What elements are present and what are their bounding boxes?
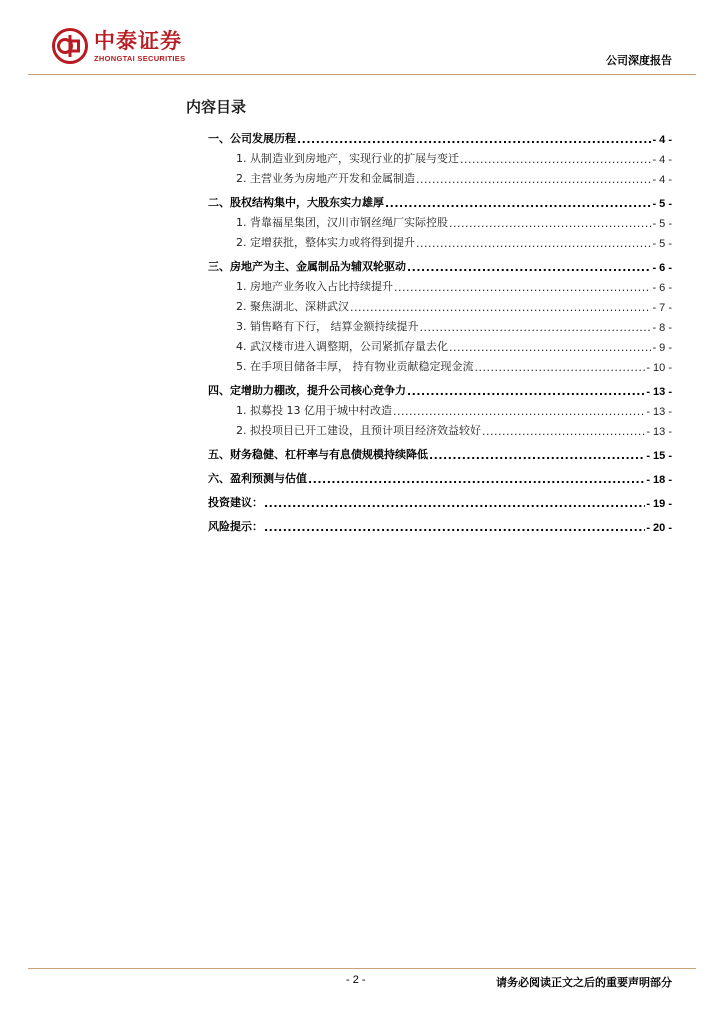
toc-leader-dots [393, 405, 645, 418]
toc-leader-dots [264, 521, 645, 534]
toc-leader-dots [350, 301, 651, 314]
toc-title: 内容目录 [186, 98, 247, 116]
toc-page-number: - 6 - [652, 282, 672, 294]
toc-entry-text: 三、房地产为主、金属制品为辅双轮驱动 [208, 260, 406, 273]
toc-leader-dots [482, 425, 645, 438]
toc-entry-text: 2. 拟投项目已开工建设，且预计项目经济效益较好 [236, 424, 481, 437]
toc-page-number: - 8 - [652, 322, 672, 334]
toc-page-number: - 10 - [646, 362, 672, 374]
toc-leader-dots [394, 281, 651, 294]
toc-page-number: - 13 - [646, 386, 672, 398]
toc-page-number: - 5 - [652, 218, 672, 230]
toc-entry-2-2[interactable] [236, 234, 672, 250]
toc-entry-text: 一、公司发展历程 [208, 132, 296, 145]
toc-entry-text: 4. 武汉楼市进入调整期，公司紧抓存量去化 [236, 340, 448, 353]
footer-divider [28, 968, 696, 969]
toc-entry-3-4[interactable] [236, 338, 672, 354]
toc-entry-text: 六、盈利预测与估值 [208, 472, 307, 485]
toc-entry-text: 5. 在手项目储备丰厚， 持有物业贡献稳定现金流 [236, 360, 474, 373]
toc-entry-section-6[interactable] [208, 470, 672, 486]
page-number: - 2 - [346, 974, 366, 986]
toc-page-number: - 4 - [652, 134, 672, 146]
toc-leader-dots [429, 449, 645, 462]
toc-leader-dots [449, 217, 651, 230]
toc-page-number: - 7 - [652, 302, 672, 314]
toc-leader-dots [385, 197, 651, 210]
logo-english-name: ZHONGTAI SECURITIES [94, 53, 186, 63]
toc-entry-text: 五、财务稳健、杠杆率与有息债规模持续降低 [208, 448, 428, 461]
toc-entry-text: 3. 销售略有下行， 结算金额持续提升 [236, 320, 419, 333]
logo-chinese-name: 中泰证券 [94, 28, 182, 53]
header-divider [28, 74, 696, 75]
footer-disclaimer: 请务必阅读正文之后的重要声明部分 [496, 976, 672, 989]
toc-entry-text: 1. 从制造业到房地产，实现行业的扩展与变迁 [236, 152, 459, 165]
toc-leader-dots [297, 133, 651, 146]
company-logo [52, 28, 185, 64]
toc-page-number: - 4 - [652, 174, 672, 186]
toc-entry-section-4[interactable] [208, 382, 672, 398]
toc-leader-dots [449, 341, 651, 354]
toc-page-number: - 18 - [646, 474, 672, 486]
toc-page-number: - 5 - [652, 238, 672, 250]
toc-page-number: - 4 - [652, 154, 672, 166]
toc-leader-dots [416, 173, 651, 186]
toc-entry-1-2[interactable] [236, 170, 672, 186]
toc-page-number: - 20 - [646, 522, 672, 534]
toc-page-number: - 15 - [646, 450, 672, 462]
toc-entry-text: 2. 定增获批，整体实力或将得到提升 [236, 236, 415, 249]
toc-entry-4-1[interactable] [236, 402, 672, 418]
toc-page-number: - 13 - [646, 426, 672, 438]
toc-entry-section-5[interactable] [208, 446, 672, 462]
toc-leader-dots [416, 237, 651, 250]
toc-leader-dots [407, 261, 651, 274]
toc-leader-dots [460, 153, 651, 166]
toc-page-number: - 19 - [646, 498, 672, 510]
toc-entry-text: 1. 拟募投 13 亿用于城中村改造 [236, 404, 392, 417]
toc-entry-text: 四、定增助力棚改，提升公司核心竞争力 [208, 384, 406, 397]
toc-page-number: - 9 - [652, 342, 672, 354]
toc-entry-text: 投资建议： [208, 496, 263, 509]
toc-entry-section-2[interactable] [208, 194, 672, 210]
toc-leader-dots [407, 385, 645, 398]
toc-entry-section-3[interactable] [208, 258, 672, 274]
toc-entry-1-1[interactable] [236, 150, 672, 166]
toc-entry-2-1[interactable] [236, 214, 672, 230]
toc-entry-text: 1. 背靠福星集团，汉川市钢丝绳厂实际控股 [236, 216, 448, 229]
toc-entry-text: 1. 房地产业务收入占比持续提升 [236, 280, 393, 293]
toc-entry-3-3[interactable] [236, 318, 672, 334]
toc-leader-dots [475, 361, 646, 374]
toc-entry-risk-warning[interactable] [208, 518, 672, 534]
toc-entry-text: 2. 主营业务为房地产开发和金属制造 [236, 172, 415, 185]
toc-entry-3-1[interactable] [236, 278, 672, 294]
toc-entry-3-5[interactable] [236, 358, 672, 374]
toc-page-number: - 5 - [652, 198, 672, 210]
toc-entry-text: 2. 聚焦湖北、深耕武汉 [236, 300, 349, 313]
toc-entry-text: 风险提示： [208, 520, 263, 533]
toc-leader-dots [308, 473, 645, 486]
toc-leader-dots [420, 321, 652, 334]
toc-entry-investment-advice[interactable] [208, 494, 672, 510]
toc-page-number: - 6 - [652, 262, 672, 274]
toc-leader-dots [264, 497, 645, 510]
toc-entry-3-2[interactable] [236, 298, 672, 314]
toc-entry-4-2[interactable] [236, 422, 672, 438]
toc-entry-section-1[interactable] [208, 130, 672, 146]
report-type-label: 公司深度报告 [606, 54, 672, 67]
toc-entry-text: 二、股权结构集中，大股东实力雄厚 [208, 196, 384, 209]
toc-page-number: - 13 - [646, 406, 672, 418]
zhongtai-logo-icon [52, 28, 88, 64]
